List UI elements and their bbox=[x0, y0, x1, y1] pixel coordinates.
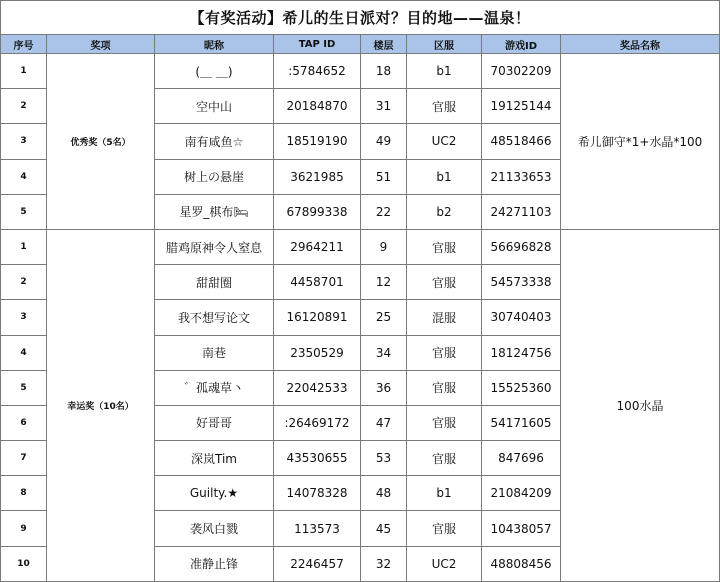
server-cell: UC2 bbox=[407, 546, 482, 581]
game-id-cell: 21133653 bbox=[482, 159, 561, 194]
header-cell: 楼层 bbox=[361, 35, 407, 54]
nickname-cell: ゛孤魂草丶 bbox=[155, 370, 274, 405]
server-cell: 官服 bbox=[407, 229, 482, 264]
table-row bbox=[1, 54, 720, 89]
tap-id-cell: 2964211 bbox=[274, 229, 361, 264]
tap-id-cell: 20184870 bbox=[274, 89, 361, 124]
server-cell: 官服 bbox=[407, 89, 482, 124]
tap-id-cell: 4458701 bbox=[274, 265, 361, 300]
row-number: 9 bbox=[1, 511, 47, 546]
game-id-cell: 21084209 bbox=[482, 476, 561, 511]
tap-id-cell: 67899338 bbox=[274, 194, 361, 229]
nickname-cell: 我不想写论文 bbox=[155, 300, 274, 335]
nickname-cell: Guilty.★ bbox=[155, 476, 274, 511]
floor-cell: 45 bbox=[361, 511, 407, 546]
game-id-cell: 54573338 bbox=[482, 265, 561, 300]
game-id-cell: 48518466 bbox=[482, 124, 561, 159]
floor-cell: 9 bbox=[361, 229, 407, 264]
game-id-cell: 10438057 bbox=[482, 511, 561, 546]
award-name: 优秀奖（5名） bbox=[47, 54, 155, 230]
header-cell: 游戏ID bbox=[482, 35, 561, 54]
tap-id-cell: 22042533 bbox=[274, 370, 361, 405]
row-number: 2 bbox=[1, 265, 47, 300]
server-cell: 官服 bbox=[407, 441, 482, 476]
nickname-cell: 甜甜圈 bbox=[155, 265, 274, 300]
nickname-cell: 腊鸡原神令人窒息 bbox=[155, 229, 274, 264]
game-id-cell: 54171605 bbox=[482, 405, 561, 440]
floor-cell: 32 bbox=[361, 546, 407, 581]
row-number: 6 bbox=[1, 405, 47, 440]
row-number: 5 bbox=[1, 370, 47, 405]
server-cell: UC2 bbox=[407, 124, 482, 159]
tap-id-cell: :26469172 bbox=[274, 405, 361, 440]
floor-cell: 51 bbox=[361, 159, 407, 194]
nickname-cell: 南有咸鱼☆ bbox=[155, 124, 274, 159]
tap-id-cell: 18519190 bbox=[274, 124, 361, 159]
floor-cell: 25 bbox=[361, 300, 407, 335]
server-cell: b1 bbox=[407, 476, 482, 511]
game-id-cell: 30740403 bbox=[482, 300, 561, 335]
tap-id-cell: 16120891 bbox=[274, 300, 361, 335]
floor-cell: 47 bbox=[361, 405, 407, 440]
award-name: 幸运奖（10名） bbox=[47, 229, 155, 581]
server-cell: 官服 bbox=[407, 405, 482, 440]
table-row bbox=[1, 229, 720, 264]
row-number: 3 bbox=[1, 300, 47, 335]
header-cell: 序号 bbox=[1, 35, 47, 54]
row-number: 2 bbox=[1, 89, 47, 124]
server-cell: 混服 bbox=[407, 300, 482, 335]
floor-cell: 12 bbox=[361, 265, 407, 300]
tap-id-cell: 113573 bbox=[274, 511, 361, 546]
floor-cell: 36 bbox=[361, 370, 407, 405]
nickname-cell: 南巷 bbox=[155, 335, 274, 370]
game-id-cell: 18124756 bbox=[482, 335, 561, 370]
floor-cell: 49 bbox=[361, 124, 407, 159]
game-id-cell: 15525360 bbox=[482, 370, 561, 405]
tap-id-cell: 43530655 bbox=[274, 441, 361, 476]
header-cell: 奖项 bbox=[47, 35, 155, 54]
row-number: 1 bbox=[1, 229, 47, 264]
server-cell: b1 bbox=[407, 159, 482, 194]
row-number: 7 bbox=[1, 441, 47, 476]
tap-id-cell: :5784652 bbox=[274, 54, 361, 89]
floor-cell: 22 bbox=[361, 194, 407, 229]
game-id-cell: 24271103 bbox=[482, 194, 561, 229]
header-cell: 昵称 bbox=[155, 35, 274, 54]
nickname-cell: 树上の悬崖 bbox=[155, 159, 274, 194]
nickname-cell: 深岚Tim bbox=[155, 441, 274, 476]
tap-id-cell: 3621985 bbox=[274, 159, 361, 194]
row-number: 5 bbox=[1, 194, 47, 229]
tap-id-cell: 2246457 bbox=[274, 546, 361, 581]
server-cell: 官服 bbox=[407, 265, 482, 300]
floor-cell: 31 bbox=[361, 89, 407, 124]
row-number: 3 bbox=[1, 124, 47, 159]
header-cell: 奖品名称 bbox=[561, 35, 720, 54]
server-cell: b2 bbox=[407, 194, 482, 229]
header-cell: 区服 bbox=[407, 35, 482, 54]
row-number: 10 bbox=[1, 546, 47, 581]
server-cell: 官服 bbox=[407, 335, 482, 370]
game-id-cell: 70302209 bbox=[482, 54, 561, 89]
row-number: 8 bbox=[1, 476, 47, 511]
floor-cell: 18 bbox=[361, 54, 407, 89]
header-row bbox=[1, 35, 720, 54]
tap-id-cell: 14078328 bbox=[274, 476, 361, 511]
game-id-cell: 19125144 bbox=[482, 89, 561, 124]
prize-name: 100水晶 bbox=[561, 229, 720, 581]
floor-cell: 53 bbox=[361, 441, 407, 476]
floor-cell: 48 bbox=[361, 476, 407, 511]
row-number: 4 bbox=[1, 335, 47, 370]
floor-cell: 34 bbox=[361, 335, 407, 370]
server-cell: 官服 bbox=[407, 370, 482, 405]
server-cell: b1 bbox=[407, 54, 482, 89]
nickname-cell: 好哥哥 bbox=[155, 405, 274, 440]
nickname-cell: (＿ ＿) bbox=[155, 54, 274, 89]
table-title: 【有奖活动】希儿的生日派对？目的地——温泉！ bbox=[1, 1, 720, 35]
game-id-cell: 48808456 bbox=[482, 546, 561, 581]
row-number: 4 bbox=[1, 159, 47, 194]
nickname-cell: 空中山 bbox=[155, 89, 274, 124]
game-id-cell: 847696 bbox=[482, 441, 561, 476]
game-id-cell: 56696828 bbox=[482, 229, 561, 264]
nickname-cell: 准静止锋 bbox=[155, 546, 274, 581]
row-number: 1 bbox=[1, 54, 47, 89]
header-cell: TAP ID bbox=[274, 35, 361, 54]
prize-name: 希儿御守*1+水晶*100 bbox=[561, 54, 720, 230]
nickname-cell: 袭风白戮 bbox=[155, 511, 274, 546]
title-row bbox=[1, 1, 720, 35]
server-cell: 官服 bbox=[407, 511, 482, 546]
tap-id-cell: 2350529 bbox=[274, 335, 361, 370]
nickname-cell: 星罗_棋布🛏 bbox=[155, 194, 274, 229]
